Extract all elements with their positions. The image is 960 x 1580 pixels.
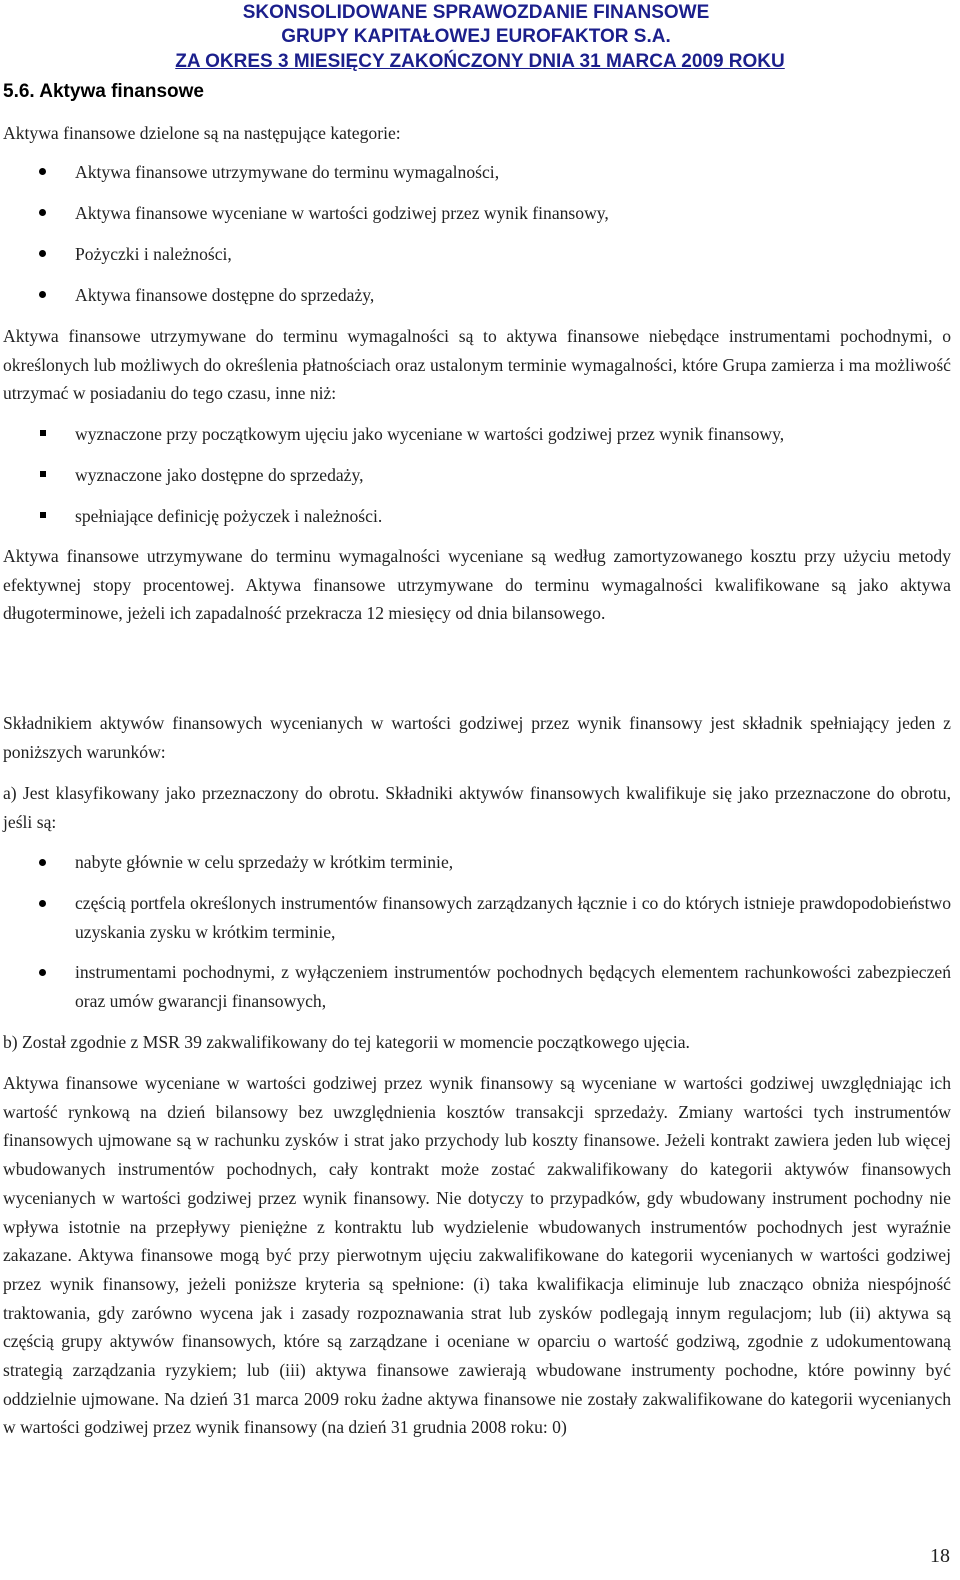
category-item: Aktywa finansowe utrzymywane do terminu wymagalności, bbox=[75, 162, 500, 182]
paragraph-condition-a: a) Jest klasyfikowany jako przeznaczony do obrotu. Składniki aktywów finansowych kwalifikuje się jako przeznaczone do obrotu, jeśli są: bbox=[3, 783, 951, 832]
bullet-dot-icon bbox=[39, 291, 46, 298]
paragraph-amortized-cost: Aktywa finansowe utrzymywane do terminu wymagalności wyceniane są według zamortyzowanego kosztu przy użyciu metody efektywnej stopy procentowej. Aktywa finansowe utrzymywane do terminu wymagalności kwalifikowane są jako aktywa długoterminowe, jeżeli ich zapadalność przekracza 12 miesięcy od dnia bilansowego. bbox=[3, 546, 951, 624]
bullet-dot-icon bbox=[39, 859, 46, 866]
trading-item: instrumentami pochodnymi, z wyłączeniem instrumentów pochodnych będących elementem rachunkowości zabezpieczeń oraz umów gwarancji finansowych, bbox=[75, 962, 951, 1011]
bullet-square-icon bbox=[40, 471, 46, 477]
bullet-square-icon bbox=[40, 512, 46, 518]
exclusion-item: wyznaczone jako dostępne do sprzedaży, bbox=[75, 465, 364, 485]
exclusion-item: spełniające definicję pożyczek i należności. bbox=[75, 506, 383, 526]
intro-text: Aktywa finansowe dzielone są na następujące kategorie: bbox=[3, 123, 401, 143]
exclusion-item: wyznaczone przy początkowym ujęciu jako wyceniane w wartości godziwej przez wynik finansowy, bbox=[75, 424, 785, 444]
category-item: Pożyczki i należności, bbox=[75, 244, 232, 264]
paragraph-fair-value-definition: Składnikiem aktywów finansowych wycenianych w wartości godziwej przez wynik finansowy jest składnik spełniający jeden z poniższych warunków: bbox=[3, 713, 951, 762]
bullet-dot-icon bbox=[39, 900, 46, 907]
paragraph-held-to-maturity: Aktywa finansowe utrzymywane do terminu wymagalności są to aktywa finansowe niebędące instrumentami pochodnymi, o określonych lub możliwych do określenia płatnościach oraz ustalonym terminie wymagalności, które Grupa zamierza i ma możliwość utrzymać w posiadaniu do tego czasu, inne niż: bbox=[3, 326, 951, 404]
bullet-square-icon bbox=[40, 430, 46, 436]
bullet-dot-icon bbox=[39, 969, 46, 976]
page-number: 18 bbox=[930, 1545, 950, 1567]
section-title: 5.6. Aktywa finansowe bbox=[3, 81, 204, 102]
report-title-line-1: SKONSOLIDOWANE SPRAWOZDANIE FINANSOWE bbox=[242, 2, 710, 23]
trading-item: nabyte głównie w celu sprzedaży w krótkim terminie, bbox=[75, 852, 454, 872]
trading-item: częścią portfela określonych instrumentów finansowych zarządzanych łącznie i co do których istnieje prawdopodobieństwo uzyskania zysku w krótkim terminie, bbox=[75, 893, 951, 942]
paragraph-condition-b: b) Został zgodnie z MSR 39 zakwalifikowany do tej kategorii w momencie początkowego ujęcia. bbox=[3, 1032, 690, 1052]
category-item: Aktywa finansowe dostępne do sprzedaży, bbox=[75, 285, 375, 305]
report-title-line-2: GRUPY KAPITAŁOWEJ EUROFAKTOR S.A. bbox=[281, 26, 671, 47]
report-period-line: ZA OKRES 3 MIESIĘCY ZAKOŃCZONY DNIA 31 MARCA 2009 ROKU bbox=[175, 51, 785, 72]
paragraph-fair-value-measurement: Aktywa finansowe wyceniane w wartości godziwej przez wynik finansowy są wyceniane w wartości godziwej uwzględniając ich wartość rynkową na dzień bilansowy bez uwzględnienia kosztów transakcji sprzedaży. Zmiany wartości tych instrumentów finansowych ujmowane są w rachunku zysków i strat jako przychody lub koszty finansowe. Jeżeli kontrakt zawiera jeden lub więcej wbudowanych instrumentów pochodnych, cały kontrakt może zostać zakwalifikowany do kategorii aktywów finansowych wycenianych w wartości godziwej przez wynik finansowy. Nie dotyczy to przypadków, gdy wbudowany instrument pochodny nie wpływa istotnie na przepływy pieniężne z kontraktu lub wydzielenie wbudowanych instrumentów pochodnych jest wyraźnie zakazane. Aktywa finansowe mogą być przy pierwotnym ujęciu zakwalifikowane do kategorii wycenianych w wartości godziwej przez wynik finansowy, jeżeli poniższe kryteria są spełnione: (i) taka kwalifikacja eliminuje lub znacząco obniża niespójność traktowania, gdy zarówno wycena jak i zasady rozpoznawania strat lub zysków podlegają innym regulacjom; lub (ii) aktywa są częścią grupy aktywów finansowych, które są zarządzane i oceniane w oparciu o wartość godziwą, zgodnie z udokumentowaną strategią zarządzania ryzykiem; lub (iii) aktywa finansowe zawierają wbudowane instrumenty pochodne, które powinny być oddzielnie ujmowane. Na dzień 31 marca 2009 roku żadne aktywa finansowe nie zostały zakwalifikowane do kategorii wycenianych w wartości godziwej przez wynik finansowy (na dzień 31 grudnia 2008 roku: 0) bbox=[3, 1073, 951, 1438]
category-item: Aktywa finansowe wyceniane w wartości godziwej przez wynik finansowy, bbox=[75, 203, 609, 223]
bullet-dot-icon bbox=[39, 168, 46, 175]
bullet-dot-icon bbox=[39, 250, 46, 257]
bullet-dot-icon bbox=[39, 209, 46, 216]
